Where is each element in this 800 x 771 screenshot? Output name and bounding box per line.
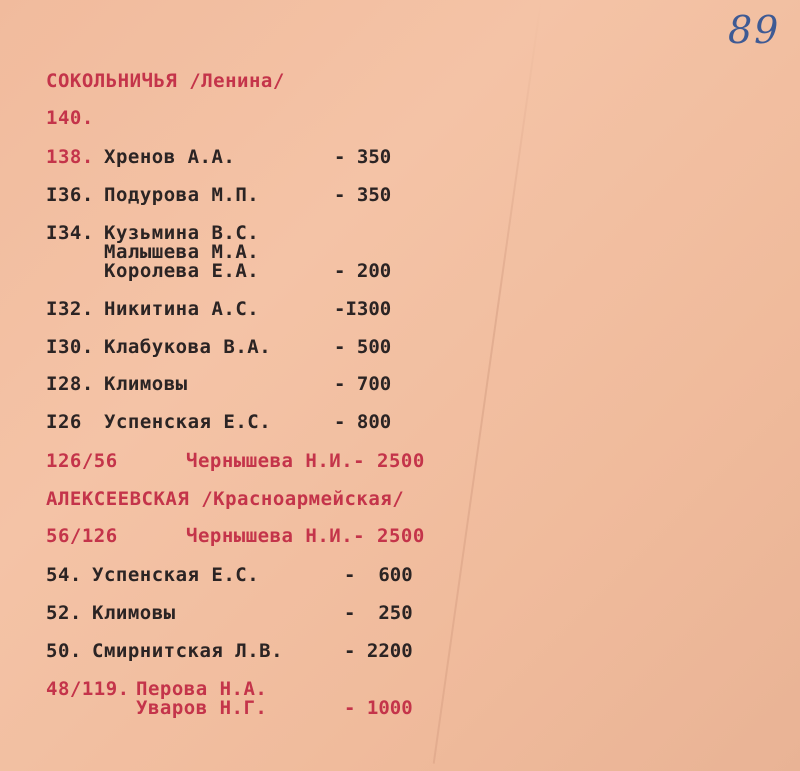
entry-number: 50.	[46, 640, 82, 662]
entry-number: 56/126	[46, 525, 118, 547]
entry-name: Чернышева Н.И.- 2500	[186, 450, 425, 472]
entry-amount: - 800	[334, 411, 392, 433]
entry-amount: - 350	[334, 184, 392, 206]
entry-number: 52.	[46, 602, 82, 624]
entry-number: 48/119.	[46, 678, 130, 700]
entry-name: Кузьмина В.С.	[104, 222, 260, 244]
entry-amount: - 1000	[344, 697, 413, 719]
entry-name: Климовы	[92, 602, 176, 624]
entry-name: Клабукова В.А.	[104, 336, 272, 358]
entry-name: Подурова М.П.	[104, 184, 260, 206]
entry-number: I36.	[46, 184, 94, 206]
entry-amount: - 350	[334, 146, 392, 168]
entry-name: Уваров Н.Г.	[136, 697, 268, 719]
entry-name: Перова Н.А.	[136, 678, 268, 700]
section-heading-sokolnichya: СОКОЛЬНИЧЬЯ /Ленина/	[46, 70, 285, 92]
entry-number: 126/56	[46, 450, 118, 472]
entry-number: I30.	[46, 336, 94, 358]
entry-amount: - 250	[344, 602, 413, 624]
entry-number: I28.	[46, 373, 94, 395]
entry-name: Смирнитская Л.В.	[92, 640, 284, 662]
entry-number: I34.	[46, 222, 94, 244]
entry-amount: - 2200	[344, 640, 413, 662]
entry-amount: - 500	[334, 336, 392, 358]
section-heading-alekseevskaya: АЛЕКСЕЕВСКАЯ /Красноармейская/	[46, 488, 405, 510]
entry-amount: - 700	[334, 373, 392, 395]
entry-name: Малышева М.А.	[104, 241, 260, 263]
entry-amount: -I300	[334, 298, 392, 320]
page-number: 89	[728, 8, 781, 52]
entry-name: Никитина А.С.	[104, 298, 260, 320]
entry-name: Чернышева Н.И.- 2500	[186, 525, 425, 547]
entry-number: 138.	[46, 146, 94, 168]
start-number: 140.	[46, 107, 94, 129]
entry-name: Успенская Е.С.	[92, 564, 260, 586]
entry-name: Климовы	[104, 373, 188, 395]
entry-amount: - 600	[344, 564, 413, 586]
entry-number: I26	[46, 411, 82, 433]
entry-number: 54.	[46, 564, 82, 586]
entry-name: Королева Е.А.	[104, 260, 260, 282]
entry-name: Хренов А.А.	[104, 146, 236, 168]
paper-crease	[433, 0, 542, 764]
entry-name: Успенская Е.С.	[104, 411, 272, 433]
entry-number: I32.	[46, 298, 94, 320]
entry-amount: - 200	[334, 260, 392, 282]
